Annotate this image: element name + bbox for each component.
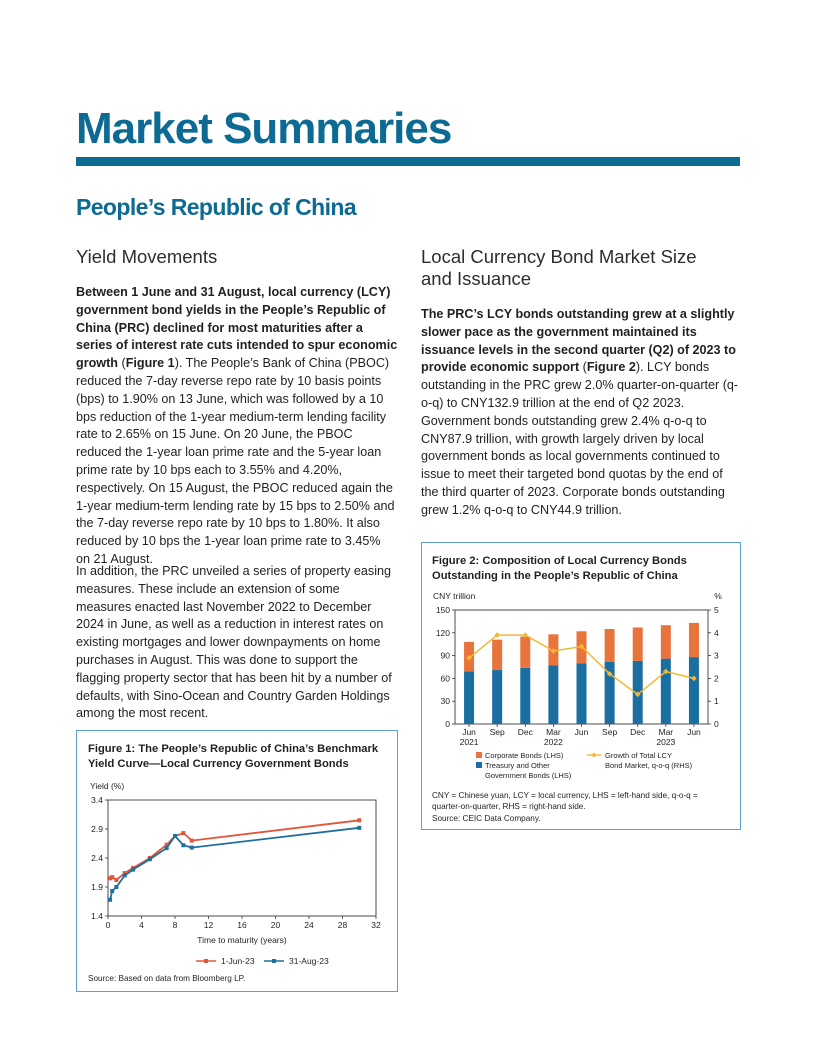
y-left-tick-label: 90 <box>440 650 450 661</box>
y-right-tick-label: 2 <box>714 673 719 684</box>
page-title: Market Summaries <box>76 104 452 153</box>
legend-swatch-corporate <box>476 752 482 758</box>
x-tick-label: 12 <box>203 920 214 930</box>
bar-corporate <box>633 627 643 660</box>
series-line-1 <box>110 820 359 880</box>
figure2-chart <box>421 588 739 786</box>
y-right-tick-label: 0 <box>714 719 719 729</box>
series-point-2 <box>357 826 361 830</box>
series-point-2 <box>110 889 114 893</box>
bar-treasury <box>577 663 587 724</box>
bar-treasury <box>548 665 558 724</box>
bar-treasury <box>520 668 530 724</box>
y-left-tick-label: 0 <box>445 719 450 729</box>
series-point-2 <box>123 873 127 877</box>
x-tick-label: 24 <box>304 920 314 930</box>
ref-close: ). <box>174 356 183 371</box>
series-point-2 <box>165 846 169 850</box>
lcy-market-heading <box>421 246 697 290</box>
figure2-ref: Figure 2 <box>586 360 636 375</box>
y-tick-label: 1.4 <box>91 911 103 921</box>
x-tick-label: Dec <box>517 727 533 737</box>
series-point-1 <box>114 878 118 882</box>
note-line-1: CNY = Chinese yuan, LCY = local currency, LHS = left-hand side, q-o-q = <box>432 791 698 800</box>
legend-marker <box>204 959 208 963</box>
y-right-tick-label: 4 <box>714 627 719 638</box>
y-right-tick-label: 5 <box>714 605 719 615</box>
series-point-2 <box>148 857 152 861</box>
series-point-1 <box>190 839 194 843</box>
yield-lead: Between 1 June and 31 August, local currency (LCY) government bond yields in the People’s Republic of China (PRC) declined for most maturities after a series of interest rate cuts intended to spur economic growth <box>76 285 398 371</box>
y-left-tick-label: 60 <box>440 673 450 684</box>
legend-marker-growth <box>592 753 597 758</box>
x-tick-label: 28 <box>337 920 348 930</box>
bar-treasury <box>492 670 502 724</box>
ref-close: ). <box>635 360 644 375</box>
heading-line-2: and Issuance <box>421 268 532 289</box>
bar-treasury <box>689 657 699 724</box>
x-tick-label: Sep <box>489 727 505 737</box>
yield-paragraph-2: In addition, the PRC unveiled a series of property easing measures. These include an extension of some measures enacted last November 2022 to December 2024 in June, as well as a reduction in interest rates on existing mortgages and lower downpayments on home purchases in August. This was done to support the flagging property sector that has been hit by a number of defaults, with Sino-Ocean and Country Garden Holdings among the most recent. <box>76 564 392 721</box>
lcy-lead: The PRC’s LCY bonds outstanding grew at a slightly slower pace as the government maintained its issuance levels in the second quarter (Q2) of 2023 to provide economic support <box>421 307 736 375</box>
legend-label: 31-Aug-23 <box>289 956 329 966</box>
yield-body: The People’s Bank of China (PBOC) reduced the 7-day reverse repo rate by 10 basis points (bps) to 1.90% on 13 June, which was followed by a 10 bps reduction of the 1-year medium-term lending facility rate to 2.65% on 15 June. On 20 June, the PBOC reduced the 1-year loan prime rate and the 5-year loan prime rate by 10 bps each to 3.55% and 4.20%, respectively. On 15 August, the PBOC reduced again the 1-year medium-term lending rate by 15 bps to 2.50% and the 7-day reverse repo rate by 10 bps to 1.80%. It also reduced by 10 bps the 1-year loan prime rate to 3.45% on 21 August. <box>76 356 395 566</box>
yield-movements-heading: Yield Movements <box>76 246 218 267</box>
x-tick-label: Mar <box>546 727 561 737</box>
legend-label-growth-2: Bond Market, q-o-q (RHS) <box>605 761 693 770</box>
y-tick-label: 3.4 <box>91 795 103 805</box>
bar-treasury <box>464 672 474 724</box>
x-tick-label: Jun <box>687 727 701 737</box>
series-point-1 <box>110 875 114 879</box>
series-point-1 <box>357 818 361 822</box>
x-tick-label: 32 <box>371 920 381 930</box>
series-point-1 <box>181 831 185 835</box>
x-tick-label: Dec <box>630 727 646 737</box>
x-tick-label: 16 <box>237 920 247 930</box>
series-point-2 <box>181 843 185 847</box>
legend-label-corporate: Corporate Bonds (LHS) <box>485 751 564 760</box>
figure1-ref: Figure 1 <box>125 356 175 371</box>
legend-label-treasury: Treasury and Other <box>485 761 550 770</box>
x-tick-label: Mar <box>658 727 674 737</box>
figure2-title-line-1: Figure 2: Composition of Local Currency Bonds <box>432 555 687 567</box>
bar-corporate <box>492 640 502 670</box>
x-tick-label: Sep <box>602 727 618 737</box>
x-tick-label: Jun <box>574 727 589 737</box>
figure1-title-line-2: Yield Curve—Local Currency Government Bonds <box>88 757 349 770</box>
bar-corporate <box>661 625 671 658</box>
title-rule <box>76 157 740 166</box>
legend-swatch-treasury <box>476 762 482 768</box>
figure2-title <box>432 554 687 583</box>
bar-corporate <box>605 629 615 662</box>
country-heading: People’s Republic of China <box>76 194 357 220</box>
y-left-tick-label: 150 <box>435 605 450 615</box>
figure1-source: Source: Based on data from Bloomberg LP. <box>88 974 246 983</box>
y-left-tick-label: 120 <box>435 627 450 638</box>
lcy-paragraph-1 <box>421 306 743 520</box>
bar-corporate <box>689 623 699 657</box>
figure2-title-line-2: Outstanding in the People’s Republic of China <box>432 569 678 582</box>
note-line-2: quarter-on-quarter, RHS = right-hand side. <box>432 802 586 811</box>
lcy-body: LCY bonds outstanding in the PRC grew 2.0% quarter-on-quarter (q-o-q) to CNY132.9 trillion at the end of Q2 2023. Government bonds outstanding grew 2.4% q-o-q to CNY87.9 trillion, with growth largely driven by local government bonds as local governments continued to issue to meet their targeted bond quotas by the end of the third quarter of 2023. Corporate bonds outstanding grew 1.2% q-o-q to CNY44.9 trillion. <box>421 360 739 517</box>
legend-label-treasury-2: Government Bonds (LHS) <box>485 771 572 780</box>
yield-paragraph-1 <box>76 284 398 569</box>
y-tick-label: 2.4 <box>91 853 103 863</box>
series-line-2 <box>110 828 359 900</box>
y-right-axis-label: % <box>714 591 722 601</box>
series-point-2 <box>173 834 177 838</box>
x-tick-label: 8 <box>172 920 178 930</box>
y-left-axis-label: CNY trillion <box>433 591 476 601</box>
series-point-2 <box>108 898 112 902</box>
y-left-tick-label: 30 <box>440 696 450 707</box>
heading-line-1: Local Currency Bond Market Size <box>421 246 697 267</box>
figure2-source: Source: CEIC Data Company. <box>432 814 541 823</box>
series-point-2 <box>190 846 194 850</box>
legend-marker <box>272 959 276 963</box>
x-axis-label: Time to maturity (years) <box>197 935 287 945</box>
bar-corporate <box>520 637 530 668</box>
ref-open: ( <box>579 360 587 375</box>
x-tick-label: 20 <box>270 920 281 930</box>
series-point-2 <box>114 885 118 889</box>
x-tick-year: 2021 <box>459 737 479 747</box>
y-tick-label: 2.9 <box>91 824 103 834</box>
y-right-tick-label: 3 <box>714 650 719 661</box>
y-axis-label: Yield (%) <box>90 781 125 791</box>
y-tick-label: 1.9 <box>91 882 103 892</box>
bar-treasury <box>661 659 671 724</box>
x-tick-label: 4 <box>139 920 144 930</box>
figure1-chart <box>76 776 396 972</box>
x-tick-year: 2022 <box>543 737 563 747</box>
legend-label: 1-Jun-23 <box>221 956 255 966</box>
series-point-2 <box>131 868 135 872</box>
ref-open: ( <box>117 356 126 371</box>
x-tick-label: Jun <box>462 727 476 737</box>
figure2-note <box>432 790 698 812</box>
legend-label-growth: Growth of Total LCY <box>605 751 672 760</box>
y-right-tick-label: 1 <box>714 696 719 707</box>
x-tick-label: 0 <box>105 920 111 930</box>
figure1-title <box>88 742 378 771</box>
figure1-title-line-1: Figure 1: The People’s Republic of China’s Benchmark <box>88 743 379 755</box>
x-tick-year: 2023 <box>656 737 676 747</box>
